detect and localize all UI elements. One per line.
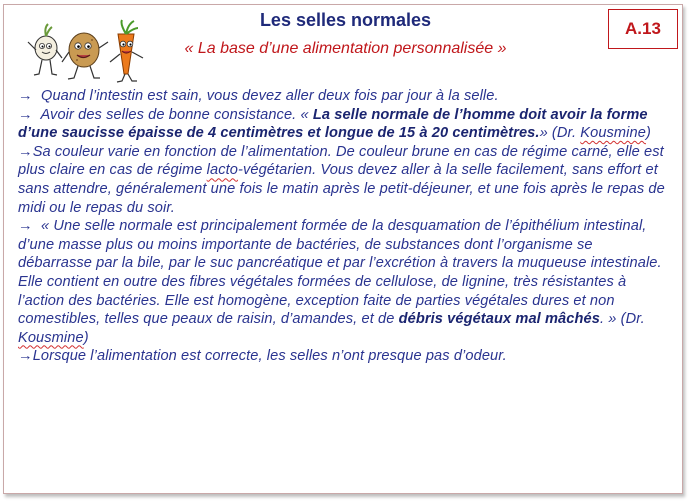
spellcheck-word: lacto: [206, 162, 238, 179]
quote-bold-shape: La selle normale de l’homme doit avoir la forme d’une saucisse épaisse de 4 centimètres et longue de 15 à 20 centimètres.: [18, 106, 648, 142]
arrow-right-icon: →: [18, 88, 33, 104]
author-name: Kousmine: [580, 125, 646, 142]
paragraph-composition: → « Une selle normale est principalement formée de la desquamation de l’épithélium intestinal, d’une masse plus ou moins importante de bactéries, de substances dont l’organisme se débarrasse par la bile, par le suc pancréatique et par l’excrétion à travers la muqueuse intestinale.: [18, 218, 662, 272]
page-subtitle: « La base d’une alimentation personnalisée »: [184, 40, 507, 57]
arrow-right-icon: →: [18, 106, 33, 123]
reference-badge: A.13: [608, 9, 678, 49]
paragraph-consistency: → Avoir des selles de bonne consistance. « La selle normale de l’homme doit avoir la forme d’une saucisse épaisse de 4 centimètres et longue de 15 à 20 centimètres.» (Dr. Kousmine): [18, 106, 651, 142]
arrow-right-icon: →: [18, 348, 33, 365]
arrow-right-icon: →: [18, 218, 33, 235]
paragraph-color: →Sa couleur varie en fonction de l’alimentation. De couleur brune en cas de régime carné, elle est plus claire en cas de régime lacto-végétarien. Vous devez aller à la selle facilement, sans effort et sans attendre, généralement une fois le matin après le petit-déjeuner, et une fois après le repas de midi ou le repas du soir.: [18, 143, 665, 216]
paragraph-odor: →Lorsque l’alimentation est correcte, les selles n’ont presque pas d’odeur.: [18, 348, 507, 365]
paragraph-fibers: Elle contient en outre des fibres végétales formées de cellulose, de lignine, très résistantes à l’action des bactéries. Elle est homogène, exception faite de parties végétales dures et non comestibles, telles que peaux de raisin, d’amandes, et de débris végétaux mal mâchés. » (Dr. Kousmine): [18, 273, 645, 346]
paragraph-frequency: → Quand l’intestin est sain, vous devez aller deux fois par jour à la selle.: [18, 88, 499, 104]
arrow-right-icon: →: [18, 143, 33, 160]
author-name: Kousmine: [18, 329, 84, 346]
quote-bold-debris: débris végétaux mal mâchés: [398, 311, 600, 328]
article-body: [18, 87, 668, 366]
page-title: Les selles normales: [259, 10, 432, 30]
